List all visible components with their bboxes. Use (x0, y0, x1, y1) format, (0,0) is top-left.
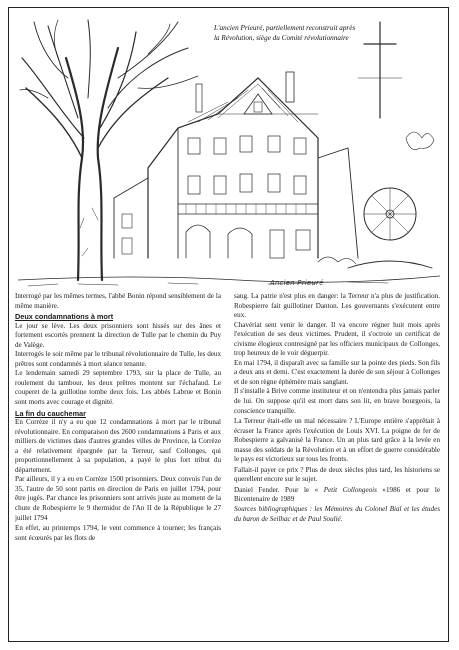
bibliographic-sources: Sources bibliographiques : les Mémoires du Colonel Bial et les études du baron de Seilhac et de Paul Soulié. (234, 505, 440, 523)
paragraph: Le lendemain samedi 29 septembre 1793, sur la place de Tulle, au roulement du tambour, les deux prêtres montent sur l'échafaud. Le couperet de la guillotine tombe deux fois. Les abbés Labrue et Bonin sont morts avec courage et dignité. (15, 369, 221, 407)
paragraph: En mai 1794, il disparaît avec sa famille sur la pointe des pieds. Son fils a deux ans et demi. C'est exactement la durée de son séjour à Collonges et de son règne éphémère mais sanglant. (234, 358, 440, 386)
priory-sketch-illustration (18, 18, 440, 290)
paragraph: La Terreur était-elle un mal nécessaire ? L'Europe entière s'apprêtait à écraser la France après l'exécution de Louis XVI. La poigne de fer de Robespierre a galvanisé la France. Un an plus tard grâce à la levée en masse des soldats de la Révolution et à un effort de guerre considérable le pays est victorieux sur tous les fronts. (234, 417, 440, 464)
article-right-column (234, 292, 440, 524)
paragraph: Interrogés le soir même par le tribunal révolutionnaire de Tulle, les deux prêtres sont condamnés à mort séance tenante. (15, 350, 221, 368)
paragraph: En effet, au printemps 1794, le vent commence à tourner; les français sont écœurés par les flots de (15, 524, 221, 542)
author-prefix: Daniel Fender. Pour le « (234, 485, 324, 494)
paragraph: Le jour se lève. Les deux prisonniers sont hissés sur des ânes et fortement escortés prennent la direction de Tulle par le chemin du Puy de Valège. (15, 321, 221, 349)
paragraph: Il s'installe à Brive comme instituteur et on n'entendra plus jamais parler de lui. On suppose qu'il est mort dans son lit, en brave bourgeois, la conscience tranquille. (234, 387, 440, 415)
paragraph: sang. La patrie n'est plus en danger: la Terreur n'a plus de justification. Robespierre fait guillotiner Danton. Les gouvernants s'exécutent entre eux. (234, 292, 440, 320)
paragraph: Par ailleurs, il y a eu en Corrèze 1500 prisonniers. Deux convois l'un de 35, l'autre de 50 sont partis en direction de Paris en juillet 1794, pour être jugés. Par chance les prisonniers sont arrivés juste au moment de la chute de Robespierre le 9 thermidor de l'An II de la République le 27 juillet 1794 (15, 475, 221, 522)
section-heading-fin-du-cauchemar: La fin du cauchemar (15, 408, 86, 418)
publication-title: Petit Collongeois (323, 485, 377, 494)
artist-signature: Ancien Prieuré (270, 279, 324, 287)
caption-line-1: L'ancien Prieuré, partiellement reconstruit après (214, 24, 356, 32)
paragraph: Chavériat sent venir le danger. Il va encore régner huit mois après l'exécution de ses deux victimes. Prudent, il s'octroie un certificat de civisme élogieux contresigné par les officiers municipaux de Collonges, trop heureux de le voir déguerpir. (234, 320, 440, 358)
paragraph: En Corrèze il n'y a eu que 12 condamnations à mort par le tribunal révolutionnaire. En comparaison des 2600 condamnations à Paris et aux milliers de victimes dans d'autres grandes villes de Province, la Corrèze a été relativement épargnée par la Terreur, sauf Collonges, qui proportionnellement à sa population, a payé le plus fort tribut du département. (15, 418, 221, 474)
author-suffix: »1986 et pour le Bicentenaire de 1989 (234, 485, 440, 504)
illustration-caption (214, 24, 370, 43)
section-heading-condamnations: Deux condamnations à mort (15, 312, 114, 322)
author-credit (234, 486, 440, 505)
caption-line-2: la Révolution, siège du Comité révolutionnaire (214, 33, 349, 42)
intro-paragraph: Interrogé par les mêmes termes, l'abbé Bonin répond sensiblement de la même manière. (15, 292, 221, 310)
article-left-column (15, 292, 221, 543)
paragraph: Fallait-il payer ce prix ? Plus de deux siècles plus tard, les historiens se querellent encore sur le sujet. (234, 465, 440, 484)
